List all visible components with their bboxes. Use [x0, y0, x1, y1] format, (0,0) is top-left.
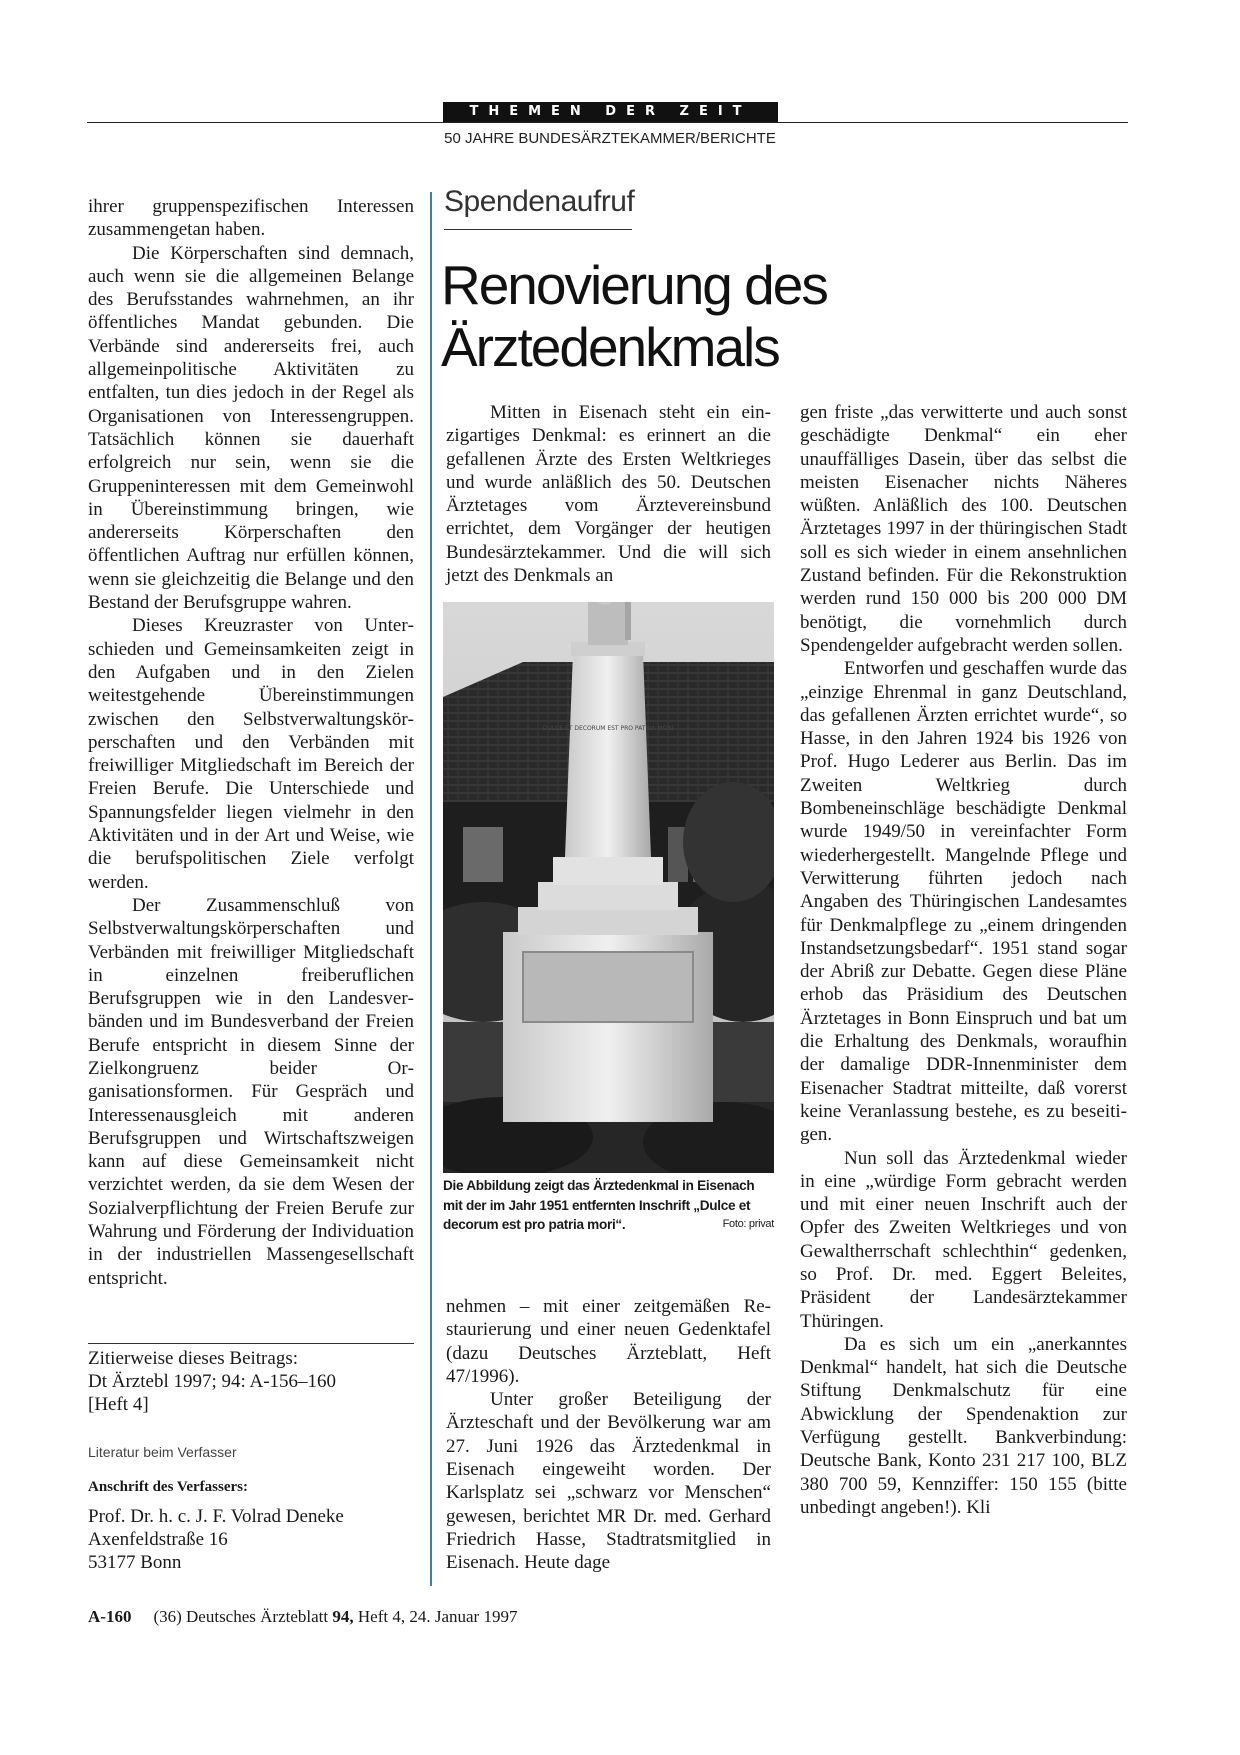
- monument-photo: [443, 602, 774, 1173]
- monument-photo-image: [443, 602, 774, 1173]
- photo-credit: Foto: privat: [722, 1218, 774, 1230]
- citation-box: [88, 1347, 414, 1416]
- literature-note: Literatur beim Verfasser: [88, 1444, 237, 1460]
- rubric-rule: [444, 229, 632, 230]
- left-paragraph: Der Zusammenschluß von Selbstverwaltungskörperschaften und Verbänden mit freiwilliger Mitgliedschaft in einzelnen freiberuflichen Berufsgruppen wie in den Landesverbänden und im Bundesverband der Freien Berufe entspricht in diesem Sinne der Zielkongruenz beider Organisationsformen. Für Gespräch und Interessenausgleich mit anderen Berufsgruppen und Wirtschaftszweigen kann auf diese Gemeinsamkeit nicht verzichtet werden, da sie dem Wesen der Sozialverpflichtung der Freien Berufe zur Wahrung und Förderung der Individuation in der industriellen Massengesellschaft entspricht.: [88, 894, 414, 1289]
- left-column: [88, 195, 414, 1290]
- address-street: Axenfeldstraße 16: [88, 1529, 228, 1550]
- right-paragraph: gen friste „das verwitterte und auch sonst geschädigte Denkmal“ ein eher unauffälliges Dasein, über das selbst die meisten Eisenacher nichts Näheres wüßten. Anläßlich des 100. Deutschen Ärztetages 1997 in der thüringischen Stadt soll es sich wieder in einem ansehnlichen Zustand befinden. Für die Rekonstruktion werden rund 150 000 bis 200 000 DM benötigt, die vornehmlich durch Spendengelder aufgebracht werden sollen.: [800, 402, 1127, 656]
- middle-paragraph: nehmen – mit einer zeitgemäßen Restaurierung und einer neuen Gedenktafel (dazu Deutsches Ärzteblatt, Heft 47/1996).: [446, 1296, 771, 1387]
- header-rule: [87, 122, 1128, 123]
- page-number: A-160: [88, 1607, 132, 1626]
- section-kicker: THEMEN DER ZEIT: [443, 102, 778, 122]
- title-line: Renovierung des: [441, 254, 827, 316]
- middle-paragraph: Unter großer Beteiligung der Ärzteschaft und der Bevölkerung war am 27. Juni 1926 das Ärztedenkmal in Eisenach eingeweiht worden. Der Karlsplatz sei „schwarz vor Menschen“ gewesen, berichtet MR Dr. med. Gerhard Friedrich Hasse, Stadtratsmitglied in Eisenach. Heute dage: [446, 1389, 771, 1574]
- article-title: [441, 254, 1121, 378]
- citation-label: Zitierweise dieses Beitrags:: [88, 1348, 298, 1369]
- middle-column-bottom: [446, 1295, 771, 1575]
- left-paragraph: ihrer gruppenspezifischen Interessen zusammengetan haben.: [88, 196, 414, 241]
- caption-text: Die Abbildung zeigt das Ärztedenkmal in Eisenach mit der im Jahr 1951 entfernten Inschrift „Dulce et decorum est pro patria mori“.: [443, 1178, 755, 1232]
- middle-paragraph: Mitten in Eisenach steht ein einzigartiges Denkmal: es erinnert an die gefallenen Ärzte des Ersten Weltkrieges und wurde anläßlich des 50. Deutschen Ärztetages vom Ärztevereinsbund errichtet, dem Vorgänger der heutigen Bundesärztekammer. Und die will sich jetzt des Denkmals an: [446, 402, 771, 587]
- issue-prefix: (36) Deutsches Ärzteblatt: [153, 1607, 329, 1626]
- issue-date: Heft 4, 24. Januar 1997: [357, 1607, 518, 1626]
- middle-column-top: [446, 401, 771, 587]
- title-line: Ärztedenkmals: [441, 316, 779, 378]
- page-footer: [88, 1607, 517, 1627]
- address-city: 53177 Bonn: [88, 1552, 182, 1573]
- right-column: [800, 401, 1127, 1519]
- section-title: 50 JAHRE BUNDESÄRZTEKAMMER/BERICHTE: [444, 130, 776, 147]
- citation-reference: Dt Ärztebl 1997; 94: A-156–160: [88, 1371, 337, 1392]
- photo-caption: [443, 1176, 774, 1235]
- volume-number: 94,: [332, 1607, 354, 1626]
- right-paragraph: Da es sich um ein „anerkanntes Denkmal“ handelt, hat sich die Deutsche Stiftung Denkmalschutz für eine Abwicklung der Spendenaktion zur Verfügung gestellt. Bankverbindung: Deutsche Bank, Konto 231 217 100, BLZ 380 700 59, Kennziffer: 150 155 (bitte unbedingt angeben!). Kli: [800, 1333, 1127, 1518]
- author-address: [88, 1505, 344, 1574]
- left-paragraph: Die Körperschaften sind demnach, auch wenn sie die allgemeinen Belange des Berufsstandes wahrnehmen, an ihr öffentliches Mandat gebunden. Die Verbände sind andererseits frei, auch allgemeinpolitische Aktivitäten zu entfalten, tun dies jedoch in der Regel als Organisationen von Interessengruppen. Tatsächlich können sie dauerhaft erfolgreich nur sein, wenn sie die Gruppeninteressen mit dem Gemeinwohl in Übereinstimmung bringen, wie andererseits Körperschaften den öffentlichen Auftrag nur erfüllen können, wenn sie gleichzeitig die Belange und den Bestand der Berufsgruppe wahren.: [88, 242, 414, 614]
- left-paragraph: Dieses Kreuzraster von Unterschieden und Gemeinsamkeiten zeigt in den Aufgaben und in den Zielen weitestgehende Übereinstimmungen zwischen den Selbstverwaltungskörperschaften und den Verbänden mit freiwilliger Mitgliedschaft im Bereich der Freien Berufe. Die Unterschiede und Spannungsfelder liegen vielmehr in den Aktivitäten und in der Art und Weise, wie die berufspolitischen Ziele verfolgt werden.: [88, 615, 414, 893]
- citation-rule: [88, 1343, 414, 1344]
- address-label: Anschrift des Verfassers:: [88, 1479, 248, 1495]
- citation-issue: [Heft 4]: [88, 1394, 149, 1415]
- photo-inscription: DULCE ET DECORUM EST PRO PATRIA MORI: [542, 725, 674, 732]
- address-name: Prof. Dr. h. c. J. F. Volrad Deneke: [88, 1506, 344, 1527]
- column-divider: [430, 192, 432, 1586]
- right-paragraph: Entworfen und geschaffen wurde das „einzige Ehrenmal in ganz Deutschland, das gefallenen Ärzten errichtet wurde“, so Hasse, in den Jahren 1924 bis 1926 von Prof. Hugo Lederer aus Berlin. Das im Zweiten Weltkrieg durch Bombeneinschläge beschädigte Denkmal wurde 1949/50 in vereinfachter Form wiederhergestellt. Mangelnde Pflege und Verwitterung führten jedoch nach Angaben des Thüringischen Landesamtes für Denkmalpflege zu „einem dringenden Instandsetzungsbedarf“. 1951 stand sogar der Abriß zur Debatte. Gegen diese Pläne erhob das Präsidium des Deutschen Ärztetages in Bonn Einspruch und bat um die Erhaltung des Denkmals, woraufhin der damalige DDR-Innenminister dem Eisenacher Stadtrat mitteilte, daß vorerst keine Veranlassung bestehe, es zu beseitigen.: [800, 658, 1127, 1146]
- right-paragraph: Nun soll das Ärztedenkmal wieder in eine „würdige Form gebracht werden und mit einer neuen Inschrift auch der Opfer des Zweiten Weltkrieges und von Gewaltherrschaft schlechthin“ gedenken, so Prof. Dr. med. Eggert Beleites, Präsident der Landesärztekammer Thüringen.: [800, 1147, 1127, 1332]
- article-rubric: Spendenaufruf: [444, 185, 635, 218]
